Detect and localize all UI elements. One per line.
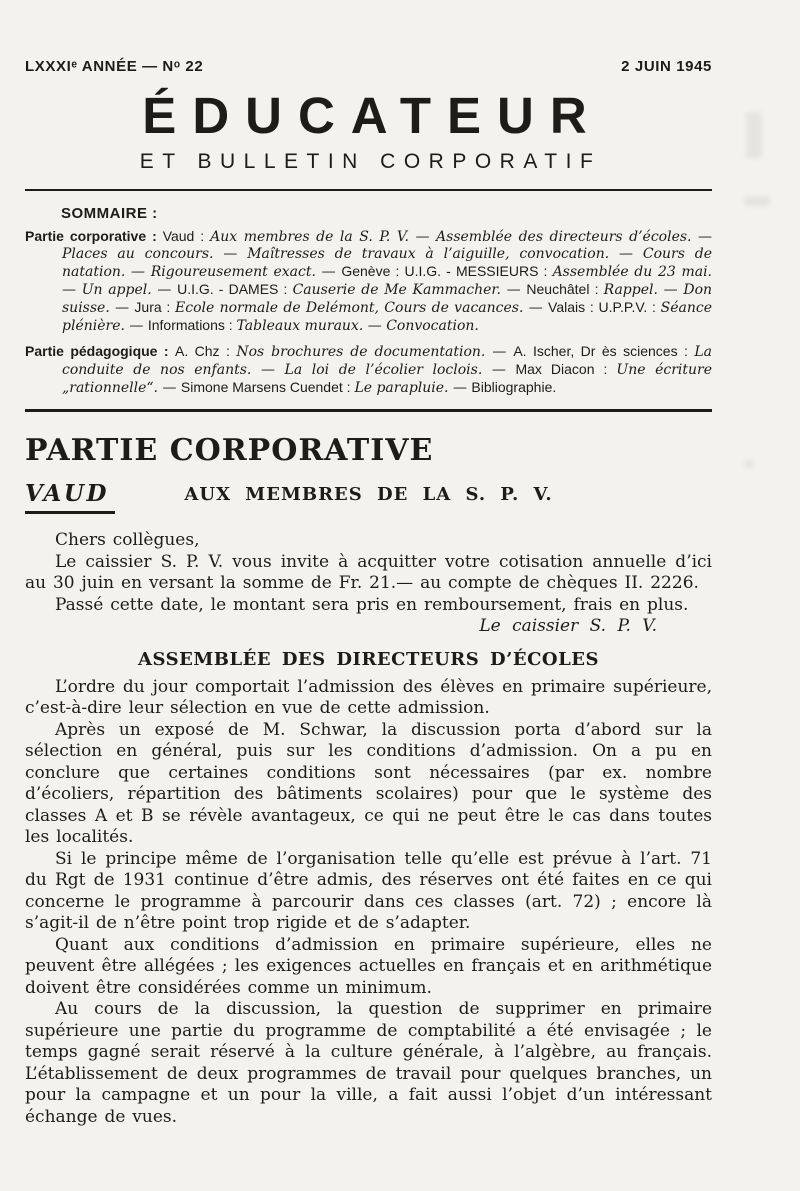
- summary-segment: Places au concours.: [62, 246, 214, 262]
- issue-date: 2 JUIN 1945: [621, 58, 712, 75]
- summary-segment: A. Chz :: [175, 343, 237, 359]
- summary-segment: Simone Marsens Cuendet :: [180, 379, 355, 395]
- summary-segment: —: [482, 362, 516, 378]
- salutation: Chers collègues,: [55, 530, 200, 550]
- summary-segment: Assemblée du 23 mai.: [552, 264, 713, 280]
- summary-segment: Causerie de Me Kammacher.: [292, 282, 501, 298]
- region-label-vaud: VAUD: [25, 482, 115, 514]
- summary-segment: Convocation.: [386, 318, 479, 334]
- summary-segment: —: [251, 362, 285, 378]
- summary-segment: —: [691, 229, 712, 245]
- summary-segment: La loi de l’écolier loclois.: [284, 362, 483, 378]
- paragraph: Si le principe même de l’organisation telle qu’elle est prévue à l’art. 71 du Rgt de 1931 continue d’être admis, des réserves ont été faites en ce qui concerne le programme à parcourir dans ces classes (art. 72) ; encore là s’agit-il de n’être point trop rigide et de s’adapter.: [25, 848, 712, 933]
- scan-artifact: [744, 460, 754, 468]
- summary-segment: —: [151, 282, 178, 298]
- summary-segment: Rigoureusement exact.: [150, 264, 316, 280]
- scan-artifact: [744, 196, 770, 206]
- journal-title: ÉDUCATEUR: [142, 87, 603, 144]
- summary-segment: Jura :: [134, 299, 176, 315]
- summary-segment: Partie pédagogique :: [25, 343, 175, 359]
- paragraph: Quant aux conditions d’admission en primaire supérieure, elles ne peuvent être allégées ; les exigences actuelles en français et en arithmétique doivent être considérées comme un minimum.: [25, 934, 712, 998]
- section-title-corporative: PARTIE CORPORATIVE: [25, 433, 434, 468]
- paragraph: Le caissier S. P. V. vous invite à acquitter votre cotisation annuelle d’ici au 30 juin en versant la somme de Fr. 21.— au compte de chèques II. 2226.: [25, 551, 712, 593]
- summary-segment: Séance plénière.: [62, 300, 713, 334]
- summary-segment: —: [363, 318, 387, 334]
- summary-segment: U.I.G. - MESSIEURS :: [404, 263, 553, 279]
- summary-segment: —: [409, 229, 437, 245]
- journal-subtitle: ET BULLETIN CORPORATIF: [139, 150, 602, 173]
- summary-divider: [25, 409, 712, 412]
- summary-segment: Assemblée des directeurs d’écoles.: [436, 229, 692, 245]
- summary-segment: —: [124, 318, 148, 334]
- summary-segment: Aux membres de la S. P. V.: [210, 229, 409, 245]
- summary-segment: Bibliographie.: [471, 379, 557, 395]
- article-title-membres-spv: AUX MEMBRES DE LA S. P. V.: [184, 484, 553, 505]
- summary-segment: Max Diacon :: [515, 361, 617, 377]
- header-divider: [25, 189, 712, 191]
- summary-segment: La conduite de nos enfants.: [62, 344, 712, 378]
- summary-segment: Cours de natation.: [62, 246, 713, 280]
- summary-segment: Partie corporative :: [25, 228, 163, 244]
- article-title-assemblee: ASSEMBLÉE DES DIRECTEURS D’ÉCOLES: [138, 648, 599, 670]
- summary-segment: U.I.G. - DAMES :: [177, 281, 293, 297]
- masthead: [25, 58, 712, 75]
- summary-segment: Ecole normale de Delémont, Cours de vacances.: [175, 300, 524, 316]
- summary-segment: Don suisse.: [62, 282, 713, 316]
- summary-segment: —: [213, 246, 248, 262]
- summary-segment: —: [523, 300, 549, 316]
- summary-segment: —: [62, 282, 82, 298]
- summary-segment: Tableaux muraux.: [236, 318, 364, 334]
- summary-segment: Rappel.: [603, 282, 658, 298]
- summary-segment: —: [657, 282, 684, 298]
- summary-segment: —: [158, 380, 181, 396]
- edition-number: LXXXIᵉ ANNÉE — Nᵒ 22: [25, 58, 204, 75]
- summary-section: [25, 206, 712, 397]
- summary-segment: —: [125, 264, 151, 280]
- article-header: [25, 482, 712, 518]
- scan-artifact: [746, 112, 762, 158]
- summary-segment: A. Ischer, Dr ès sciences :: [513, 343, 695, 359]
- summary-segment: —: [109, 300, 135, 316]
- summary-segment: —: [315, 264, 342, 280]
- summary-segment: Nos brochures de documentation.: [236, 344, 486, 360]
- paragraph: L’ordre du jour comportait l’admission des élèves en primaire supérieure, c’est-à-dire leur sélection en vue de cette admission.: [25, 676, 712, 718]
- summary-segment: Le parapluie.: [354, 380, 449, 396]
- summary-segment: Genève :: [341, 263, 405, 279]
- summary-segment: Une écriture „rationnelle“.: [62, 362, 713, 396]
- summary-segment: Maîtresses de travaux à l’aiguille, convocation.: [247, 246, 610, 262]
- paragraph: Au cours de la discussion, la question de supprimer en primaire supérieure une partie du programme de comptabilité a été envisagée ; le temps gagné serait réservé à la culture générale, à l’algèbre, au français. L’établissement de deux programmes de travail pour quelques branches, un pour la campagne et un pour la ville, a fait aussi l’objet d’un intéressant échange de vues.: [25, 999, 712, 1127]
- summary-pedagogique: [25, 343, 712, 397]
- paragraph: Après un exposé de M. Schwar, la discussion porta d’abord sur la sélection en général, puis sur les conditions d’admission. On a pu en conclure que certaines conditions sont nécessaires (par ex. nombre d’écoliers, répartition des bâtiments scolaires) pour que le système des classes A et B se révèle avantageux, ce qui ne peut être le cas dans toutes les localités.: [25, 719, 712, 847]
- summary-segment: —: [485, 344, 514, 360]
- paragraph: Passé cette date, le montant sera pris en remboursement, frais en plus.: [55, 594, 689, 615]
- summary-corporative: [25, 228, 712, 335]
- summary-segment: —: [609, 246, 643, 262]
- summary-segment: —: [448, 380, 472, 396]
- summary-segment: Neuchâtel :: [526, 281, 604, 297]
- summary-segment: Valais : U.P.P.V. :: [548, 299, 661, 315]
- summary-segment: Informations :: [147, 317, 237, 333]
- summary-segment: —: [500, 282, 527, 298]
- summary-segment: Vaud :: [162, 228, 211, 244]
- summary-segment: Un appel.: [81, 282, 152, 298]
- summary-label: SOMMAIRE :: [61, 205, 158, 222]
- article-signature: Le caissier S. P. V.: [479, 616, 657, 636]
